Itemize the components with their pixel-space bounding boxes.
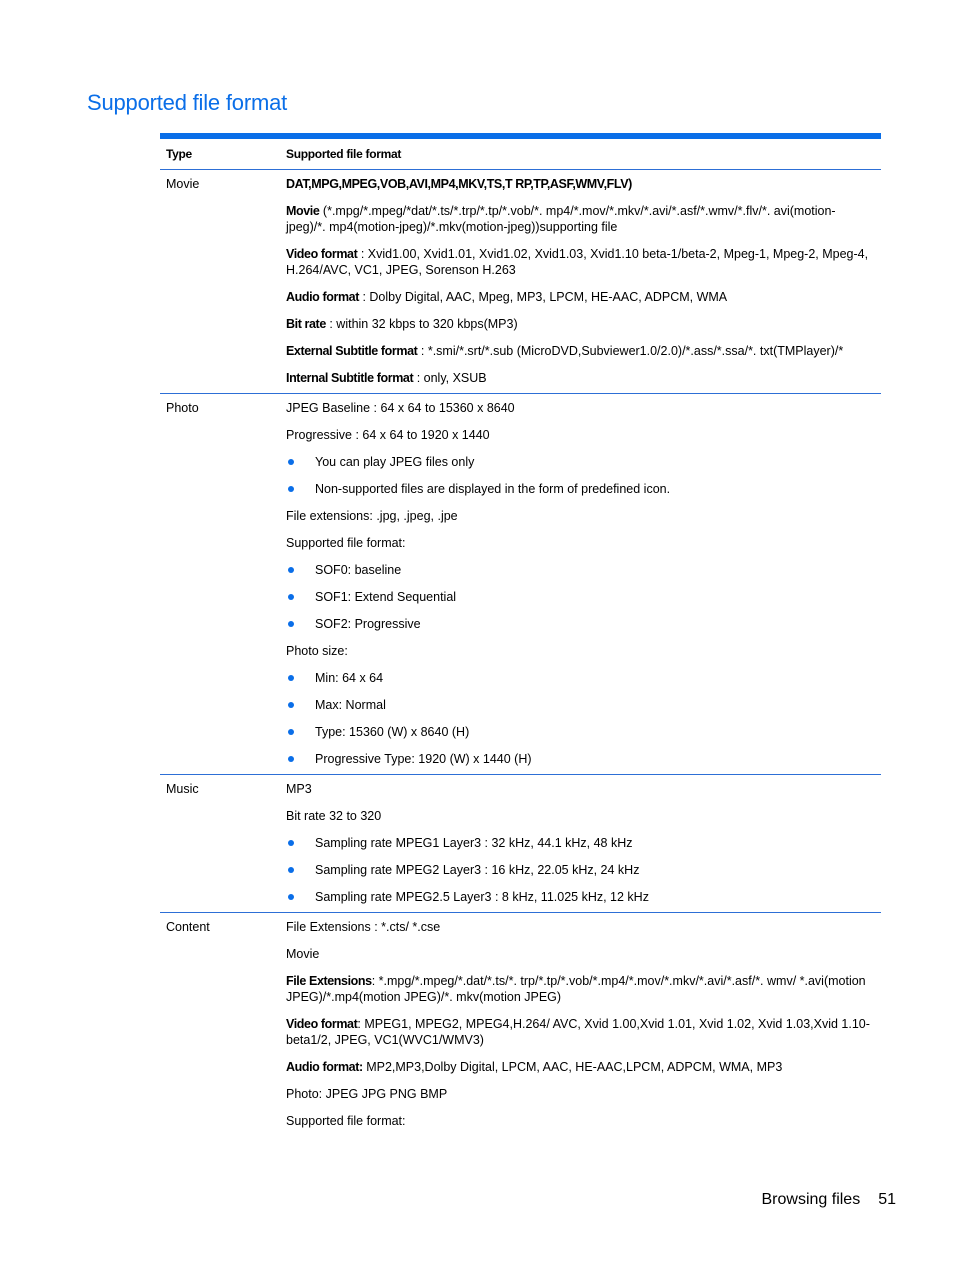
external-subtitle-label: External Subtitle format bbox=[286, 344, 418, 358]
movie-text: (*.mpg/*.mpeg/*dat/*.ts/*.trp/*.tp/*.vob/*. mp4/*.mov/*.mkv/*.avi/*.asf/*.wmv/*.flv/*. avi(motion-jpeg)/*. mp4(motion-jpeg)/*.mkv(motion-jpeg))supporting file bbox=[286, 204, 836, 234]
video-format-text: : Xvid1.00, Xvid1.01, Xvid1.02, Xvid1.03, Xvid1.10 beta-1/beta-2, Mpeg-1, Mpeg-2, Mpeg-4, H.264/AVC, VC1, JPEG, Sorenson H.263 bbox=[286, 247, 869, 277]
content-video-format-text: : MPEG1, MPEG2, MPEG4,H.264/ AVC, Xvid 1.00,Xvid 1.01, Xvid 1.02, Xvid 1.03,Xvid 1.10-beta1/2, JPEG, VC1(WVC1/WMV3) bbox=[286, 1017, 870, 1047]
audio-format-text: : Dolby Digital, AAC, Mpeg, MP3, LPCM, HE-AAC, ADPCM, WMA bbox=[358, 290, 728, 304]
bit-rate-para bbox=[286, 316, 871, 332]
movie-ext-para bbox=[286, 203, 871, 235]
list-item: Sampling rate MPEG2.5 Layer3 : 8 kHz, 11.025 kHz, 12 kHz bbox=[286, 889, 871, 905]
content-file-extensions-text: : *.mpg/*.mpeg/*.dat/*.ts/*. trp/*.tp/*.vob/*.mp4/*.mov/*.mkv/*.avi/*.asf/*. wmv/ *.avi(motion JPEG)/*.mp4(motion JPEG)/*. mkv(motion JPEG) bbox=[286, 974, 866, 1004]
bullet-icon bbox=[286, 616, 315, 632]
page-title: Supported file format bbox=[87, 90, 288, 115]
photo-supported-format: Supported file format: bbox=[286, 536, 406, 550]
list-item: SOF0: baseline bbox=[286, 562, 871, 578]
row-type-content: Content bbox=[166, 920, 210, 934]
table-row-music bbox=[160, 775, 881, 913]
list-item: Min: 64 x 64 bbox=[286, 670, 871, 686]
content-details bbox=[286, 919, 881, 1129]
list-item: SOF2: Progressive bbox=[286, 616, 871, 632]
photo-baseline: JPEG Baseline : 64 x 64 to 15360 x 8640 bbox=[286, 401, 515, 415]
list-item: You can play JPEG files only bbox=[286, 454, 871, 470]
internal-subtitle-para bbox=[286, 370, 871, 386]
external-subtitle-para bbox=[286, 343, 871, 359]
video-format-para bbox=[286, 246, 871, 278]
format-table bbox=[160, 139, 881, 1136]
row-type-photo: Photo bbox=[166, 401, 199, 415]
content-audio-format-para bbox=[286, 1059, 871, 1075]
photo-extensions: File extensions: .jpg, .jpeg, .jpe bbox=[286, 509, 458, 523]
bullet-icon bbox=[286, 589, 315, 605]
audio-format-label: Audio format bbox=[286, 290, 359, 304]
content-movie: Movie bbox=[286, 947, 320, 961]
list-item: Type: 15360 (W) x 8640 (H) bbox=[286, 724, 871, 740]
list-item: SOF1: Extend Sequential bbox=[286, 589, 871, 605]
movie-label: Movie bbox=[286, 204, 320, 218]
content-video-format-para bbox=[286, 1016, 871, 1048]
bullet-icon bbox=[286, 889, 315, 905]
content-audio-format-label: Audio format: bbox=[286, 1060, 363, 1074]
movie-details bbox=[286, 176, 881, 386]
table-row-movie bbox=[160, 170, 881, 394]
list-item: Max: Normal bbox=[286, 697, 871, 713]
table-header-row bbox=[160, 139, 881, 170]
photo-details bbox=[286, 400, 881, 767]
bullet-icon bbox=[286, 454, 315, 470]
video-format-label: Video format bbox=[286, 247, 358, 261]
bullet-icon bbox=[286, 751, 315, 767]
header-type: Type bbox=[166, 147, 192, 161]
row-type-movie: Movie bbox=[166, 177, 200, 191]
footer-section: Browsing files bbox=[761, 1191, 861, 1208]
bit-rate-label: Bit rate bbox=[286, 317, 326, 331]
header-format: Supported file format bbox=[286, 147, 402, 161]
photo-progressive: Progressive : 64 x 64 to 1920 x 1440 bbox=[286, 428, 490, 442]
content-audio-format-text: MP2,MP3,Dolby Digital, LPCM, AAC, HE-AAC,LPCM, ADPCM, WMA, MP3 bbox=[362, 1060, 783, 1074]
audio-format-para bbox=[286, 289, 871, 305]
internal-subtitle-label: Internal Subtitle format bbox=[286, 371, 414, 385]
content-video-format-label: Video format bbox=[286, 1017, 358, 1031]
list-item: Non-supported files are displayed in the form of predefined icon. bbox=[286, 481, 871, 497]
content-file-extensions-para bbox=[286, 973, 871, 1005]
bullet-icon bbox=[286, 835, 315, 851]
movie-formats-line: DAT,MPG,MPEG,VOB,AVI,MP4,MKV,TS,T RP,TP,ASF,WMV,FLV) bbox=[286, 177, 632, 191]
row-type-music: Music bbox=[166, 782, 199, 796]
content-supported-format: Supported file format: bbox=[286, 1114, 406, 1128]
bullet-icon bbox=[286, 562, 315, 578]
table-row-content bbox=[160, 913, 881, 1136]
internal-subtitle-text: : only, XSUB bbox=[413, 371, 487, 385]
list-item: Progressive Type: 1920 (W) x 1440 (H) bbox=[286, 751, 871, 767]
bullet-icon bbox=[286, 862, 315, 878]
list-item: Sampling rate MPEG1 Layer3 : 32 kHz, 44.1 kHz, 48 kHz bbox=[286, 835, 871, 851]
bullet-icon bbox=[286, 724, 315, 740]
page-footer bbox=[762, 1191, 897, 1209]
content-extensions: File Extensions : *.cts/ *.cse bbox=[286, 920, 441, 934]
table-row-photo bbox=[160, 394, 881, 775]
bullet-icon bbox=[286, 670, 315, 686]
external-subtitle-text: : *.smi/*.srt/*.sub (MicroDVD,Subviewer1.0/2.0)/*.ass/*.ssa/*. txt(TMPlayer)/* bbox=[417, 344, 844, 358]
list-item: Sampling rate MPEG2 Layer3 : 16 kHz, 22.05 kHz, 24 kHz bbox=[286, 862, 871, 878]
music-mp3: MP3 bbox=[286, 782, 312, 796]
bullet-icon bbox=[286, 697, 315, 713]
bit-rate-text: : within 32 kbps to 320 kbps(MP3) bbox=[325, 317, 518, 331]
music-bit-rate: Bit rate 32 to 320 bbox=[286, 809, 382, 823]
content-file-extensions-label: File Extensions bbox=[286, 974, 372, 988]
content-photo: Photo: JPEG JPG PNG BMP bbox=[286, 1087, 448, 1101]
page-number: 51 bbox=[878, 1191, 896, 1208]
bullet-icon bbox=[286, 481, 315, 497]
photo-size: Photo size: bbox=[286, 644, 348, 658]
music-details bbox=[286, 781, 881, 905]
